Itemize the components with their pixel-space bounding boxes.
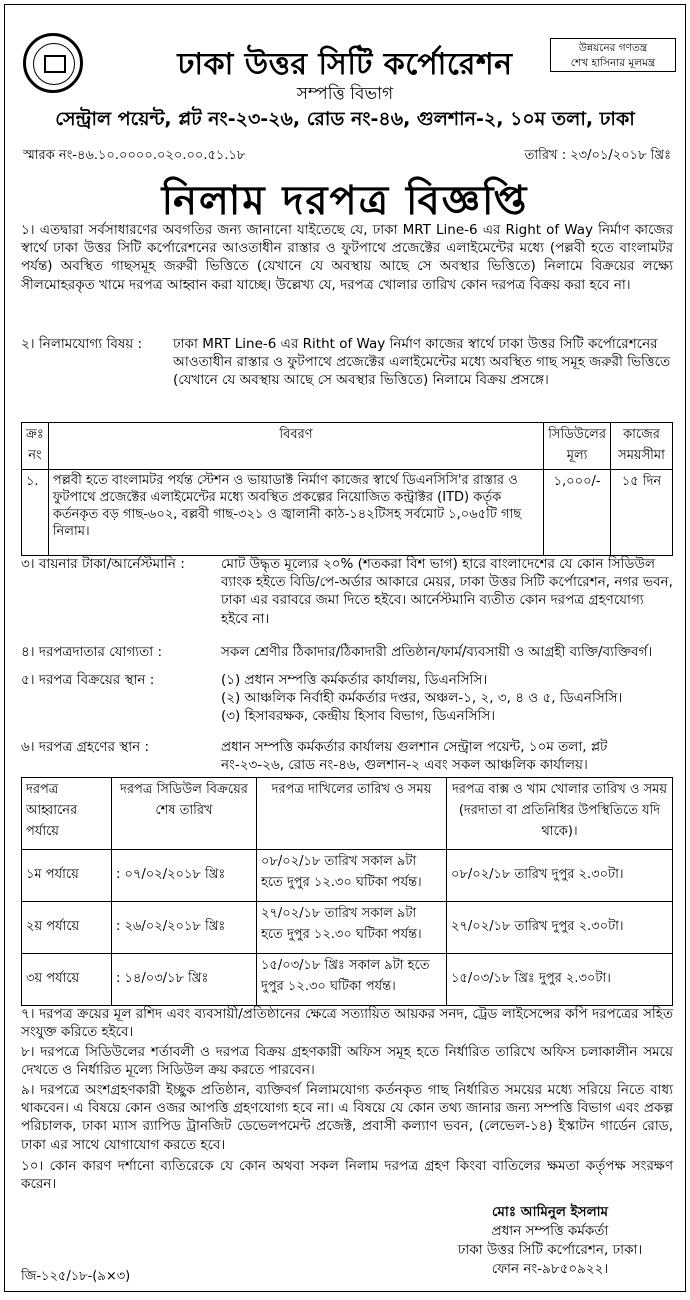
paragraph-2-label: ২। নিলামযোগ্য বিষয় :	[21, 336, 143, 352]
auction-items-table	[21, 422, 673, 556]
paragraph-6	[21, 738, 673, 778]
office-address: সেন্ট্রাল পয়েন্ট, প্লট নং-২৩-২৬, রোড নং-৪৬, গুলশান-২, ১০ম তলা, ঢাকা	[55, 108, 635, 130]
sale-location-2: (২) আঞ্চলিক নির্বাহী কর্মকর্তার দপ্তর, অঞ্চল-১, ২, ৩, ৪ ও ৫, ডিএনসিসি।	[221, 690, 623, 707]
signatory-office: ঢাকা উত্তর সিটি কর্পোরেশন, ঢাকা।	[457, 1242, 643, 1258]
table-cell: : ২৬/০২/২০১৮ খ্রিঃ	[112, 902, 257, 954]
table-cell: ১৫ দিন	[611, 470, 673, 556]
table-cell: ২৭/০২/১৮ তারিখ সকাল ৯টা হতে দুপুর ১২.৩০ ঘটিকা পর্যন্ত।	[257, 902, 447, 954]
table-row	[22, 954, 673, 1006]
signatory-phone: ফোন নং-৯৮৫০৯২২।	[491, 1261, 609, 1277]
paragraph-10: ১০। কোন কারণ দর্শানো ব্যতিরেকে যে কোন অথবা সকল নিলাম দরপত্র গ্রহণ কিংবা বাতিলের ক্ষমতা কর্তৃপক্ষ সংরক্ষণ করেন।	[21, 1158, 673, 1193]
table-cell: : ১৪/০৩/১৮ খ্রিঃ	[112, 954, 257, 1006]
table-cell: পল্লবী হতে বাংলামটর পর্যন্ত স্টেশন ও ভায়াডাক্ট নির্মাণ কাজের স্বার্থে ডিএনসিসি'র রাস্তার ও ফুটপাথে প্রজেক্টের এলাইমেন্টের মধ্যে অবস্থিত প্রকল্পের নিয়োজিত কন্ট্রাক্টর (ITD) কর্তৃক কর্তনকৃত বড় গাছ-৬০২, বল্লবী গাছ-৩২১ ও জ্বালানী কাঠ-১৪২টিসহ সর্বমোট ১,০৬৫টি গাছ নিলাম।	[48, 470, 543, 556]
paragraph-1: ১। এতদ্বারা সর্বসাধারণের অবগতির জন্য জানানো যাইতেছে যে, ঢাকা MRT Line-6 এর Right of Way নির্মাণ কাজের স্বার্থে ঢাকা উত্তর সিটি কর্পোরেশনের আওতাধীন রাস্তার ও ফুটপাথে প্রজেক্টের এলাইমেন্টের মধ্যে (পল্লবী হতে বাংলামটর পর্যন্ত) অবস্থিত গাছসমূহ জরুরী ভিত্তিতে (যেখানে যে অবস্থায় আছে সে অবস্থার ভিত্তিতে) নিলামে বিক্রয়ের লক্ষ্যে সীলমোহরকৃত খামে দরপত্র আহ্বান করা যাচ্ছে। উল্লেখ্য যে, দরপত্র খোলার তারিখ কোন দরপত্র বিক্রয় করা হবে না।	[21, 222, 673, 293]
paragraph-2-text: ঢাকা MRT Line-6 এর Ritht of Way নির্মাণ কাজের স্বার্থে ঢাকা উত্তর সিটি কর্পোরেশনের আওতাধীন রাস্তার ও ফুটপাথে প্রজেক্টের এলাইমেন্টের মধ্যে অবস্থিত গাছ সমূহ জরুরী ভিত্তিতে (যেখানে যে অবস্থায় আছে সে অবস্থার ভিত্তিতে) নিলামে বিক্রয় প্রসঙ্গে।	[173, 336, 671, 389]
table-header-row	[22, 423, 673, 470]
slogan-box	[550, 38, 676, 72]
table-row	[22, 902, 673, 954]
table-header: দরপত্র দাখিলের তারিখ ও সময়	[257, 778, 447, 850]
table-cell: ০৮/০২/১৮ তারিখ সকাল ৯টা হতে দুপুর ১২.৩০ ঘটিকা পর্যন্ত।	[257, 850, 447, 902]
paragraph-6-text: প্রধান সম্পত্তি কর্মকর্তার কার্যালয় গুলশান সেন্ট্রাল পয়েন্ট, ১০ম তলা, প্লট নং-২৩-২৬, রোড নং-৪৬, গুলশান-২ এবং সকল আঞ্চলিক কার্যালয়।	[221, 739, 608, 774]
table-cell: ১৫/০৩/১৮ খ্রিঃ সকাল ৯টা হতে দুপুর ১২.৩০ ঘটিকা পর্যন্ত।	[257, 954, 447, 1006]
paragraph-9: ৯। দরপত্রে অংশগ্রহণকারী ইচ্ছুক প্রতিষ্ঠান, ব্যক্তিবর্গ নিলামযোগ্য কর্তনকৃত গাছ নির্ধারিত সময়ের মধ্যে সরিয়ে নিতে বাধ্য থাকবেন। এ বিষয়ে কোন ওজর আপত্তি গ্রহণযোগ্য হবে না। এ বিষয়ে যে কোন তথ্য জানার জন্য সম্পত্তি বিভাগ এবং প্রকল্প পরিচালক, ঢাকা ম্যাস র‍্যাপিড ট্রানজিট ডেভেলপমেন্ট প্রজেক্ট, প্রবাসী কল্যাণ ভবন, (লেভেল-১৪) ইস্কাটন গার্ডেন রোড, ঢাকা এর সাথে যোগাযোগ করতে হবে।	[21, 1082, 673, 1153]
table-cell: ২য় পর্যায়ে	[22, 902, 112, 954]
table-header: ক্রঃ নং	[22, 423, 49, 470]
organization-name: ঢাকা উত্তর সিটি কর্পোরেশন	[177, 47, 513, 82]
signatory-designation: প্রধান সম্পত্তি কর্মকর্তা	[491, 1223, 609, 1239]
paragraph-7: ৭। দরপত্র ক্রয়ের মূল রশিদ এবং ব্যবসায়ী/প্রতিষ্ঠানের ক্ষেত্রে সত্যায়িত আয়কর সনদ, ট্রেড লাইসেন্সের কপি দরপত্রের সহিত সংযুক্ত করিতে হইবে।	[21, 1006, 673, 1041]
schedule-table	[21, 777, 673, 1006]
table-row	[22, 850, 673, 902]
table-header: দরপত্র সিডিউল বিক্রয়ের শেষ তারিখ	[112, 778, 257, 850]
footer-code: জি-১২৫/১৮-(৯×৩)	[21, 1269, 131, 1284]
table-cell: ০৮/০২/১৮ তারিখ দুপুর ২.৩০টা।	[447, 850, 673, 902]
slogan-line-1: উন্নয়নের গণতন্ত্র	[578, 42, 648, 54]
department-name: সম্পত্তি বিভাগ	[296, 84, 394, 104]
sale-location-1: (১) প্রধান সম্পত্তি কর্মকর্তার কার্যালয়, ডিএনসিসি।	[221, 672, 488, 688]
paragraph-3-label: ৩। বায়নার টাকা/আর্নেস্টমানি :	[21, 556, 185, 572]
paragraph-4	[21, 643, 673, 663]
paragraph-5	[21, 671, 673, 731]
paragraph-6-label: ৬। দরপত্র গ্রহণের স্থান :	[21, 739, 150, 755]
table-cell: : ০৭/০২/২০১৮ খ্রিঃ	[112, 850, 257, 902]
table-header-row	[22, 778, 673, 850]
table-header: সিডিউলের মূল্য	[544, 423, 611, 470]
table-cell: ১.	[22, 470, 49, 556]
paragraph-4-label: ৪। দরপত্রদাতার যোগ্যতা :	[21, 644, 163, 660]
table-cell: ২৭/০২/১৮ তারিখ দুপুর ২.৩০টা।	[447, 902, 673, 954]
slogan-line-2: শেখ হাসিনার মূলমন্ত্র	[570, 57, 656, 69]
paragraph-2	[21, 335, 673, 415]
table-header: দরপত্র বাক্স ও খাম খোলার তারিখ ও সময় (দরদাতা বা প্রতিনিধির উপস্থিতিতে যদি থাকে)।	[447, 778, 673, 850]
paragraph-8: ৮। দরপত্রে সিডিউলের শর্তাবলী ও দরপত্র বিক্রয় গ্রহণকারী অফিস সমূহ হতে নির্ধারিত তারিখে অফিস চলাকালীন সময়ে দেখতে ও নির্ধারিত মূল্যে সিডিউল ক্রয় করতে পারবেন।	[21, 1044, 673, 1079]
table-header: কাজের সময়সীমা	[611, 423, 673, 470]
paragraph-5-label: ৫। দরপত্র বিক্রয়ের স্থান :	[21, 672, 155, 688]
paragraph-3-text: মোট উদ্ধৃত মূল্যের ২০% (শতকরা বিশ ভাগ) হারে বাংলাদেশের যে কোন সিডিউল ব্যাংক হইতে বিডি/পে-অর্ডার আকারে মেয়র, ঢাকা উত্তর সিটি কর্পোরেশন, নগর ভবন, ঢাকা এর বরাবরে জমা দিতে হইবে। আর্নেস্টমানি ব্যতীত কোন দরপত্র গ্রহণযোগ্য হইবে না।	[221, 556, 673, 627]
table-cell: ৩য় পর্যায়ে	[22, 954, 112, 1006]
memo-number: স্মারক নং-৪৬.১০.০০০০.০২০.০০.৫১.১৮	[23, 148, 246, 163]
table-header: বিবরণ	[48, 423, 543, 470]
notice-headline: নিলাম দরপত্র বিজ্ঞপ্তি	[161, 178, 529, 224]
table-cell: ১ম পর্যায়ে	[22, 850, 112, 902]
signatory-name: মোঃ আমিনুল ইসলাম	[491, 1204, 609, 1220]
table-cell: ১৫/০৩/১৮ খ্রিঃ দুপুর ২.৩০টা।	[447, 954, 673, 1006]
paragraph-3	[21, 555, 673, 635]
paragraph-4-text: সকল শ্রেণীর ঠিকাদার/ঠিকাদারী প্রতিষ্ঠান/ফার্ম/ব্যবসায়ী ও আগ্রহী ব্যক্তি/ব্যক্তিবর্গ।	[221, 644, 653, 660]
table-cell: ১,০০০/-	[544, 470, 611, 556]
notice-date: তারিখ : ২৩/০১/২০১৮ খ্রিঃ	[524, 148, 671, 163]
signature-block	[425, 1203, 675, 1279]
notice-page	[4, 4, 686, 1292]
table-row	[22, 470, 673, 556]
sale-location-3: (৩) হিসাবরক্ষক, কেন্দ্রীয় হিসাব বিভাগ, ডিএনসিসি।	[221, 708, 496, 725]
table-header: দরপত্র আহ্বানের পর্যায়ে	[22, 778, 112, 850]
